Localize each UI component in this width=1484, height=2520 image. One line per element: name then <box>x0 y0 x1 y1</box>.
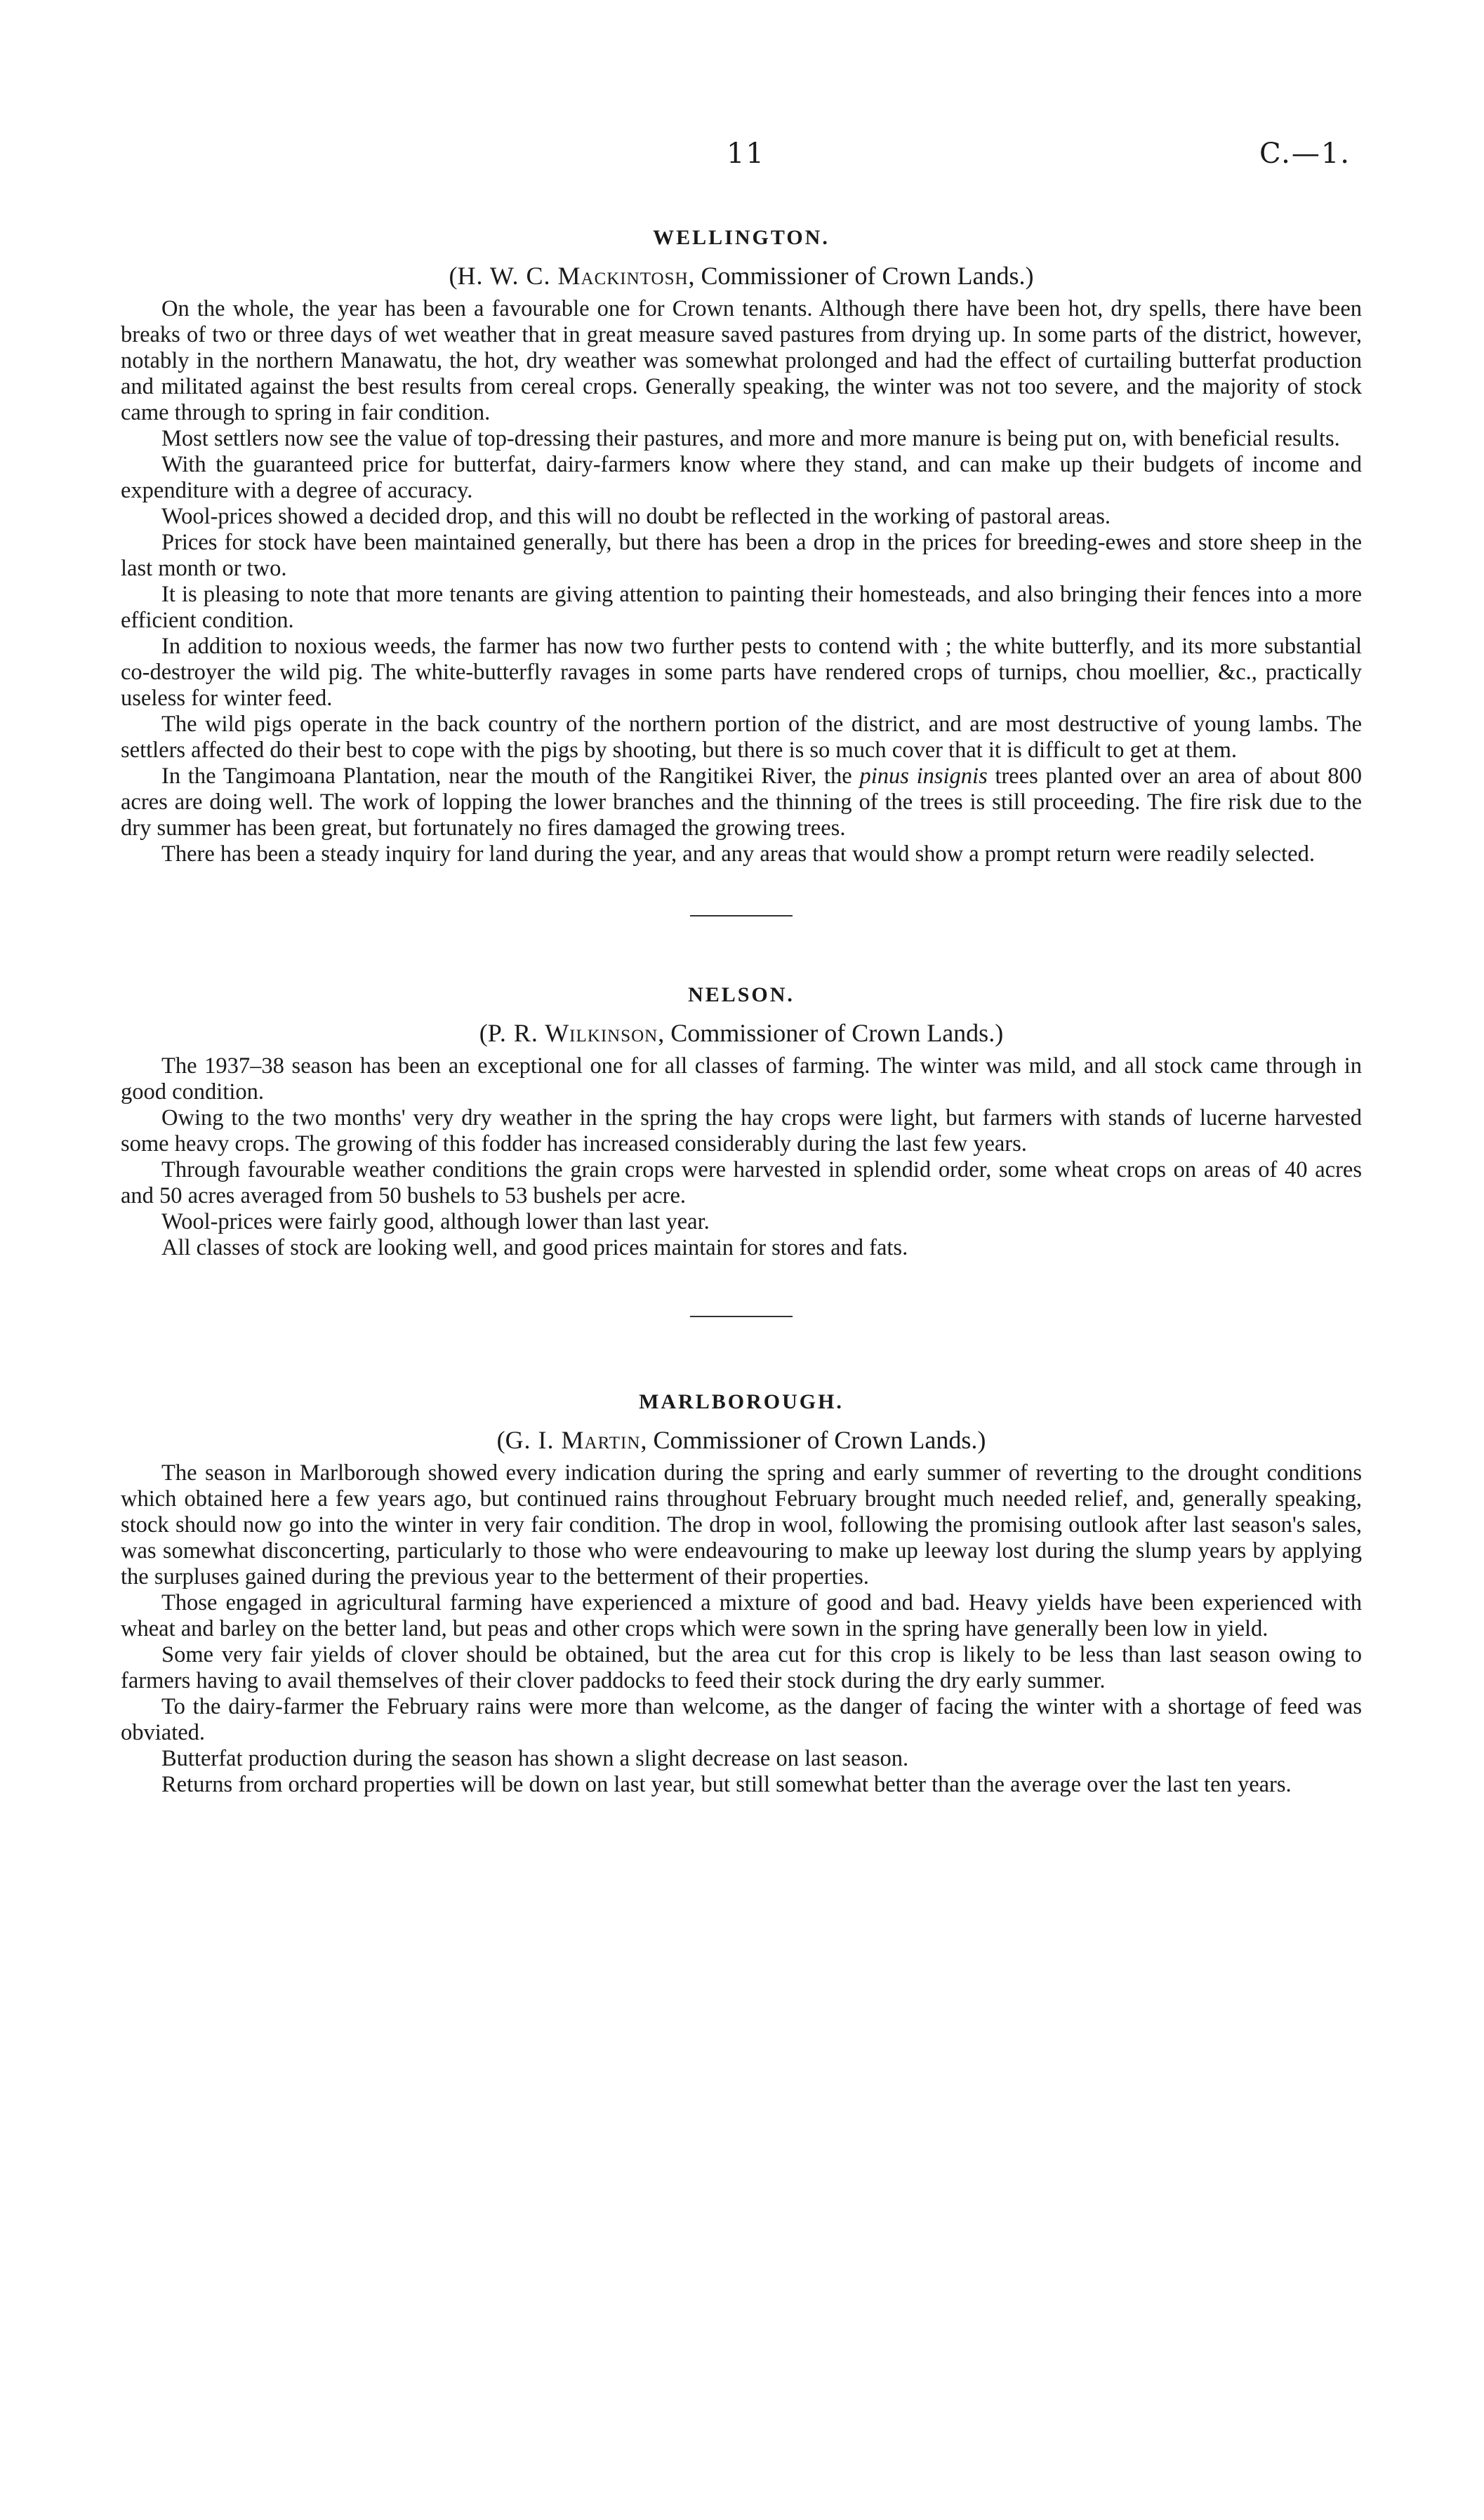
section-wellington <box>121 226 1362 867</box>
plantation-text: trees planted over an area of about 800 acres are doing well. The work of lopping the lower branches and the thinning of the trees is still proceeding. The fire risk due to the dry summer has been great, but fortunately no fires damaged the growing trees. <box>121 764 1363 841</box>
author-name: H. W. C. Mackintosh <box>457 262 689 290</box>
section-author: (G. I. Martin, Commissioner of Crown Lands.) <box>496 1426 986 1454</box>
paragraph: Butterfat production during the season has shown a slight decrease on last season. <box>161 1746 909 1771</box>
paragraph: It is pleasing to note that more tenants are giving attention to painting their homesteads, and also bringing their fences into a more efficient condition. <box>121 582 1362 633</box>
author-name: P. R. Wilkinson <box>487 1019 658 1047</box>
page-body <box>121 226 1362 1798</box>
paragraph: Those engaged in agricultural farming have experienced a mixture of good and bad. Heavy yields have been experienced with wheat and barley on the better land, but peas and other crops which were sown in the spring have generally been low in yield. <box>121 1590 1362 1641</box>
section-author: (H. W. C. Mackintosh, Commissioner of Crown Lands.) <box>449 262 1034 290</box>
section-title: MARLBOROUGH. <box>639 1390 844 1413</box>
paragraph: With the guaranteed price for butterfat, dairy-farmers know where they stand, and can make up their budgets of income and expenditure with a degree of accuracy. <box>121 452 1362 503</box>
author-role: , Commissioner of Crown Lands. <box>640 1426 978 1454</box>
section-marlborough <box>121 1390 1362 1798</box>
author-name: G. I. Martin <box>505 1426 641 1454</box>
paragraph: Wool-prices were fairly good, although lower than last year. <box>161 1209 710 1234</box>
author-role: , Commissioner of Crown Lands. <box>658 1019 995 1047</box>
paragraph: To the dairy-farmer the February rains were more than welcome, as the danger of facing the winter with a shortage of feed was obviated. <box>121 1694 1362 1745</box>
section-title: NELSON. <box>688 983 795 1006</box>
section-title: WELLINGTON. <box>653 226 830 249</box>
paragraph: The wild pigs operate in the back country of the northern portion of the district, and are most destructive of young lambs. The settlers affected do their best to cope with the pigs by shooting, but there is so much cover that it is difficult to get at them. <box>121 712 1362 763</box>
paragraph: In addition to noxious weeds, the farmer has now two further pests to contend with ; the white butterfly, and its more substantial co-destroyer the wild pig. The white-butterfly ravages in some parts have rendered crops of turnips, chou moellier, &c., practically useless for winter feed. <box>121 634 1362 711</box>
paragraph: There has been a steady inquiry for land during the year, and any areas that would show a prompt return were readily selected. <box>161 841 1315 867</box>
paragraph-plantation <box>121 764 1362 841</box>
plantation-text: In the Tangimoana Plantation, near the mouth of the Rangitikei River, the <box>161 764 860 789</box>
author-role: , Commissioner of Crown Lands. <box>688 262 1026 290</box>
page-header <box>0 138 1484 187</box>
paragraph: Some very fair yields of clover should be obtained, but the area cut for this crop is likely to be less than last season owing to farmers having to avail themselves of their clover paddocks to feed their stock during the dry early summer. <box>121 1642 1362 1693</box>
paragraph: All classes of stock are looking well, and good prices maintain for stores and fats. <box>161 1235 908 1260</box>
paragraph: The 1937–38 season has been an exceptional one for all classes of farming. The winter was mild, and all stock came through in good condition. <box>121 1053 1362 1105</box>
document-code: C.—1. <box>1259 138 1351 170</box>
species-name: pinus insignis <box>859 764 988 789</box>
section-nelson <box>121 983 1362 1261</box>
paragraph: Owing to the two months' very dry weather in the spring the hay crops were light, but farmers with stands of lucerne harvested some heavy crops. The growing of this fodder has increased considerably during the last few years. <box>121 1105 1362 1156</box>
paragraph: On the whole, the year has been a favourable one for Crown tenants. Although there have been hot, dry spells, there have been breaks of two or three days of wet weather that in great measure saved pastures from drying up. In some parts of the district, however, notably in the northern Manawatu, the hot, dry weather was somewhat prolonged and had the effect of curtailing butterfat production and militated against the best results from cereal crops. Generally speaking, the winter was not too severe, and the majority of stock came through to spring in fair condition. <box>121 296 1362 425</box>
paragraph: Through favourable weather conditions the grain crops were harvested in splendid order, some wheat crops on areas of 40 acres and 50 acres averaged from 50 bushels to 53 bushels per acre. <box>121 1157 1362 1208</box>
paragraph: Prices for stock have been maintained generally, but there has been a drop in the prices for breeding-ewes and store sheep in the last month or two. <box>121 530 1362 581</box>
paragraph: Wool-prices showed a decided drop, and this will no doubt be reflected in the working of pastoral areas. <box>161 504 1111 529</box>
paragraph: The season in Marlborough showed every indication during the spring and early summer of reverting to the drought conditions which obtained here a few years ago, but continued rains throughout February brought much needed relief, and, generally speaking, stock should now go into the winter in very fair condition. The drop in wool, following the promising outlook after last season's sales, was somewhat disconcerting, particularly to those who were endeavouring to make up leeway lost during the slump years by applying the surpluses gained during the previous year to the betterment of their properties. <box>121 1460 1362 1589</box>
section-author: (P. R. Wilkinson, Commissioner of Crown Lands.) <box>479 1019 1004 1047</box>
page-number: 11 <box>727 138 765 170</box>
paragraph: Returns from orchard properties will be down on last year, but still somewhat better than the average over the last ten years. <box>161 1772 1292 1797</box>
paragraph: Most settlers now see the value of top-dressing their pastures, and more and more manure is being put on, with beneficial results. <box>161 426 1340 451</box>
